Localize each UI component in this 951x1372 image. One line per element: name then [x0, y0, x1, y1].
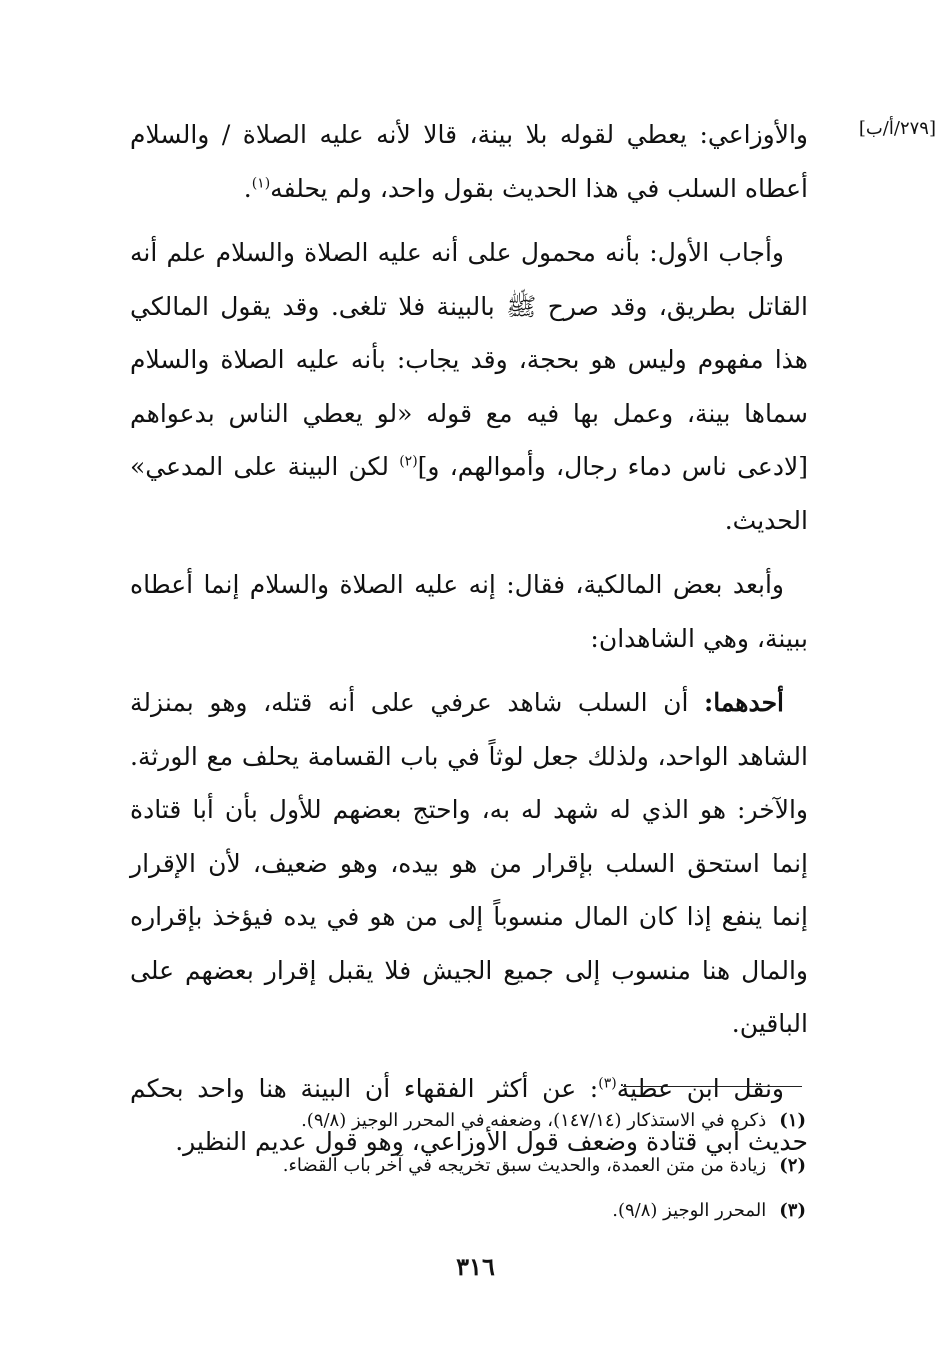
footnote-ref-3[interactable]: (٣) — [598, 1075, 617, 1092]
footnote-1-number: (١) — [779, 1110, 806, 1131]
paragraph-1 — [130, 108, 808, 215]
footnote-1-text: ذكره في الاستذكار (١٤٧/١٤)، وضعفه في المحرر الوجيز (٩/٨). — [301, 1110, 767, 1131]
footnote-3-text: المحرر الوجيز (٩/٨). — [612, 1200, 767, 1221]
paragraph-2-text-b: لكن البينة على المدعي» الحديث. — [130, 452, 808, 535]
paragraph-4-text: أن السلب شاهد عرفي على أنه قتله، وهو بمنزلة الشاهد الواحد، ولذلك جعل لوثاً في باب القسامة يحلف مع الورثة. والآخر: هو الذي له شهد له به، واحتج بعضهم للأول بأن أبا قتادة إنما استحق السلب بإقرار من هو بيده، وهو ضعيف، لأن الإقرار إنما ينفع إذا كان المال منسوباً إلى من هو في يده فيؤخذ بإقراره والمال هنا منسوب إلى جميع الجيش فلا يقبل إقرار بعضهم على الباقين. — [130, 688, 808, 1038]
footnote-1 — [150, 1098, 806, 1143]
footnote-2 — [150, 1143, 806, 1188]
paragraph-4 — [130, 676, 808, 1051]
paragraph-1-end: . — [243, 173, 252, 203]
footnotes — [150, 1098, 806, 1233]
footnote-3 — [150, 1188, 806, 1233]
main-text — [130, 108, 808, 1169]
footnote-separator — [623, 1086, 802, 1087]
paragraph-5-text-b: : عن أكثر الفقهاء أن البينة هنا واحد بحكم حديث أبي قتادة وضعف قول الأوزاعي، وهو قول عديم النظير. — [130, 1073, 808, 1156]
manuscript-folio-reference: [٢٧٩/أ/ب] — [858, 118, 936, 139]
footnote-2-number: (٢) — [779, 1155, 806, 1176]
footnote-ref-2[interactable]: (٢) — [399, 453, 418, 470]
footnote-2-text: زيادة من متن العمدة، والحديث سبق تخريجه في آخر باب القضاء. — [282, 1155, 767, 1176]
paragraph-1-text: والأوزاعي: يعطي لقوله بلا بينة، قالا لأنه عليه الصلاة / والسلام أعطاه السلب في هذا الحديث بقول واحد، ولم يحلفه — [130, 120, 808, 203]
footnote-3-number: (٣) — [779, 1200, 806, 1221]
paragraph-4-lead: أحدهما: — [703, 688, 784, 717]
page-number: ٣١٦ — [456, 1252, 495, 1281]
paragraph-2 — [130, 226, 808, 547]
footnote-ref-1[interactable]: (١) — [251, 175, 271, 192]
paragraph-3: وأبعد بعض المالكية، فقال: إنه عليه الصلاة والسلام إنما أعطاه ببينة، وهي الشاهدان: — [130, 570, 808, 653]
paragraph-5-text-a: ونقل ابن عطية — [616, 1073, 785, 1103]
paragraph-2-text-a: وأجاب الأول: بأنه محمول على أنه عليه الصلاة والسلام علم أنه القاتل بطريق، وقد صرح ﷺ بالبينة فلا تلغى. وقد يقول المالكي هذا مفهوم وليس هو بحجة، وقد يجاب: بأنه عليه الصلاة والسلام سماها بينة، وعمل بها فيه مع قوله «لو يعطي الناس بدعواهم [لادعى ناس دماء رجال، وأموالهم، و] — [130, 238, 808, 481]
